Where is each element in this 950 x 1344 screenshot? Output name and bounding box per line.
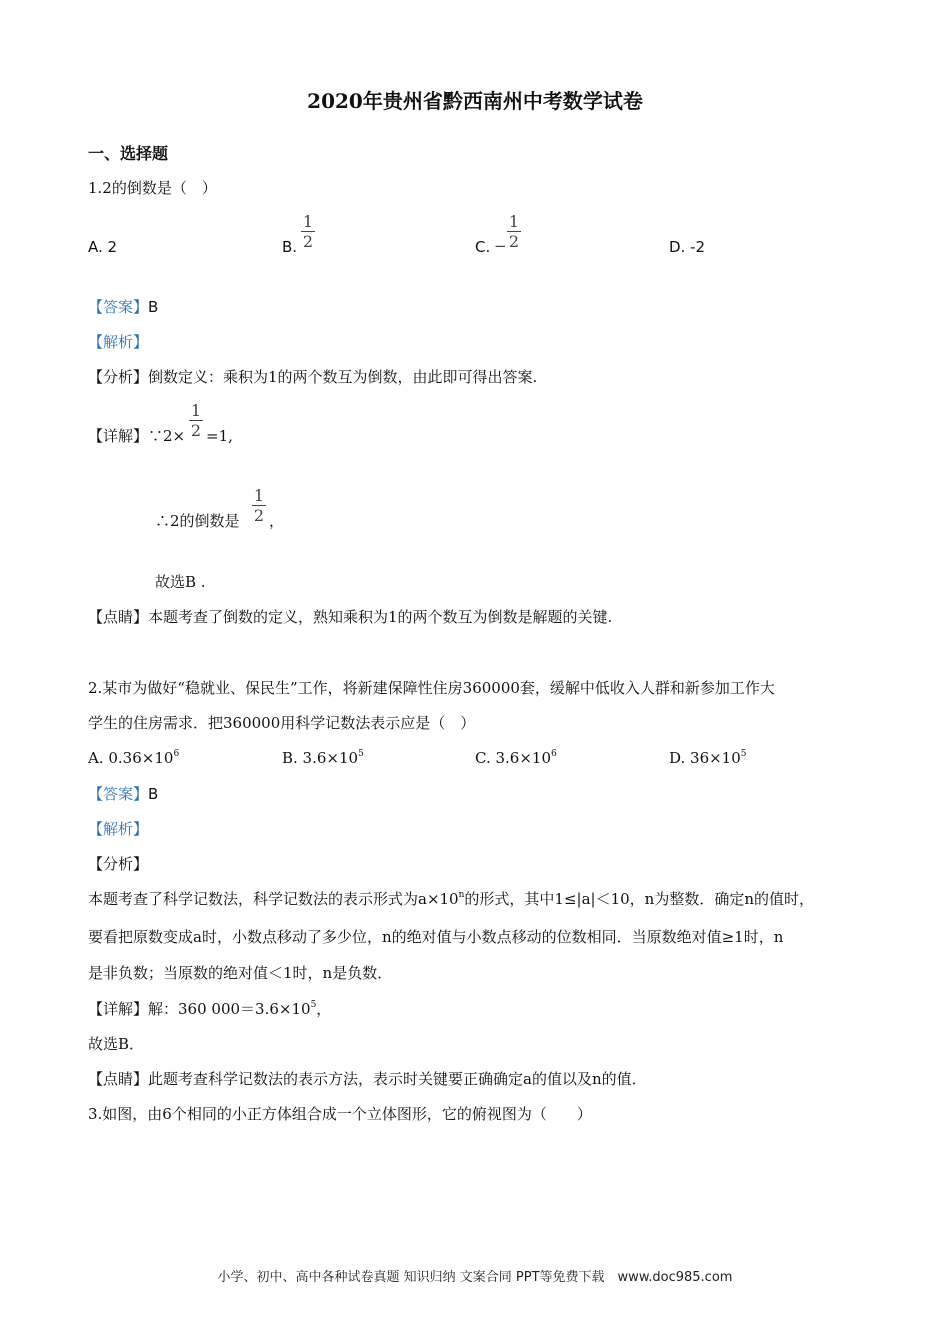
para-text: 的形式，其中1≤|a|＜10，n为整数．确定n的值时， <box>464 890 814 908</box>
dianjing-tag: 【点睛】 <box>88 608 149 626</box>
q1-dianjing <box>88 610 612 625</box>
para-exponent: n <box>458 890 465 900</box>
option-text: D. 36×10 <box>669 749 741 767</box>
q1-option-d: D. -2 <box>669 238 706 256</box>
option-exponent: 6 <box>551 749 557 759</box>
detail-exponent: 5 <box>310 1000 317 1010</box>
detail-tag: 【详解】 <box>88 1000 149 1018</box>
dianjing-text: 此题考查科学记数法的表示方法，表示时关键要正确确定a的值以及n的值． <box>148 1070 647 1088</box>
question-3-stem: 3.如图，由6个相同的小正方体组合成一个立体图形，它的俯视图为（ ） <box>88 1105 592 1123</box>
q2-answer <box>88 787 158 802</box>
option-exponent: 5 <box>740 749 747 759</box>
q1-option-c-minus: − <box>494 237 507 255</box>
q2-detail <box>88 1002 331 1017</box>
dianjing-tag: 【点睛】 <box>88 1070 149 1088</box>
fraction-numerator: 1 <box>302 212 314 231</box>
q1-option-c-fraction <box>507 214 521 250</box>
fraction-denominator: 2 <box>190 421 202 440</box>
option-text: C. 3.6×10 <box>475 749 551 767</box>
dianjing-text: 本题考查了倒数的定义，熟知乘积为1的两个数互为倒数是解题的关键. <box>148 608 613 626</box>
q1-option-b-label: B. <box>282 238 298 256</box>
fraction-denominator: 2 <box>253 506 265 525</box>
q1-option-a: A. 2 <box>88 238 118 256</box>
fraction-numerator: 1 <box>253 486 265 505</box>
fenxi-tag: 【分析】 <box>88 368 149 386</box>
q1-answer <box>88 300 158 315</box>
option-exponent: 5 <box>358 749 364 759</box>
q2-fenxi-tag: 【分析】 <box>88 855 149 873</box>
q1-option-c-label: C. <box>475 238 491 256</box>
q2-analysis-tag: 【解析】 <box>88 820 149 838</box>
q1-detail-fraction <box>189 403 203 439</box>
q1-therefore-post: ， <box>269 512 285 530</box>
q1-analysis-tag: 【解析】 <box>88 333 149 351</box>
question-1-stem: 1.2的倒数是（ ） <box>88 179 217 197</box>
fraction-numerator: 1 <box>508 212 520 231</box>
detail-end: ， <box>316 1000 332 1018</box>
fraction-denominator: 2 <box>302 232 314 251</box>
answer-value: B <box>148 298 159 316</box>
q1-fenxi <box>88 370 537 385</box>
q1-detail <box>88 429 185 444</box>
detail-tag: 【详解】 <box>88 427 149 445</box>
fraction-numerator: 1 <box>190 401 202 420</box>
option-exponent: 6 <box>173 749 180 759</box>
q2-option-a <box>88 751 179 766</box>
q1-detail-post: =1, <box>206 427 233 445</box>
q2-choose: 故选B． <box>88 1035 145 1053</box>
q1-option-b-fraction <box>301 214 315 250</box>
detail-text: 解：360 000＝3.6×10 <box>148 1000 311 1018</box>
q1-choose: 故选B . <box>155 573 206 591</box>
fraction-denominator: 2 <box>508 232 520 251</box>
q2-option-c <box>475 751 557 766</box>
answer-value: B <box>148 785 159 803</box>
q2-option-d <box>669 751 747 766</box>
q2-para-line1 <box>88 892 814 907</box>
q2-dianjing <box>88 1072 647 1087</box>
q1-therefore-fraction <box>252 488 266 524</box>
q1-therefore: ∴2的倒数是 <box>155 512 240 530</box>
answer-tag: 【答案】 <box>88 298 149 316</box>
option-text: A. 0.36×10 <box>88 749 174 767</box>
question-2-stem-line1: 2.某市为做好“稳就业、保民生”工作，将新建保障性住房360000套，缓解中低收入人群和新参加工作大 <box>88 679 775 697</box>
q2-para-line3: 是非负数；当原数的绝对值＜1时，n是负数． <box>88 964 393 982</box>
q2-option-b <box>282 751 364 766</box>
para-text: 本题考查了科学记数法，科学记数法的表示形式为a×10 <box>88 890 459 908</box>
question-2-stem-line2: 学生的住房需求．把360000用科学记数法表示应是（ ） <box>88 714 476 732</box>
page-footer: 小学、初中、高中各种试卷真题 知识归纳 文案合同 PPT等免费下载 www.doc985.com <box>217 1270 733 1285</box>
fenxi-text: 倒数定义：乘积为1的两个数互为倒数，由此即可得出答案. <box>148 368 538 386</box>
answer-tag: 【答案】 <box>88 785 149 803</box>
detail-pre: ∵2× <box>148 427 186 445</box>
page-title: 2020年贵州省黔西南州中考数学试卷 <box>307 89 643 113</box>
section-heading: 一、选择题 <box>88 144 169 163</box>
q2-para-line2: 要看把原数变成a时，小数点移动了多少位，n的绝对值与小数点移动的位数相同．当原数绝对值≥1时，n <box>88 928 784 946</box>
option-text: B. 3.6×10 <box>282 749 359 767</box>
